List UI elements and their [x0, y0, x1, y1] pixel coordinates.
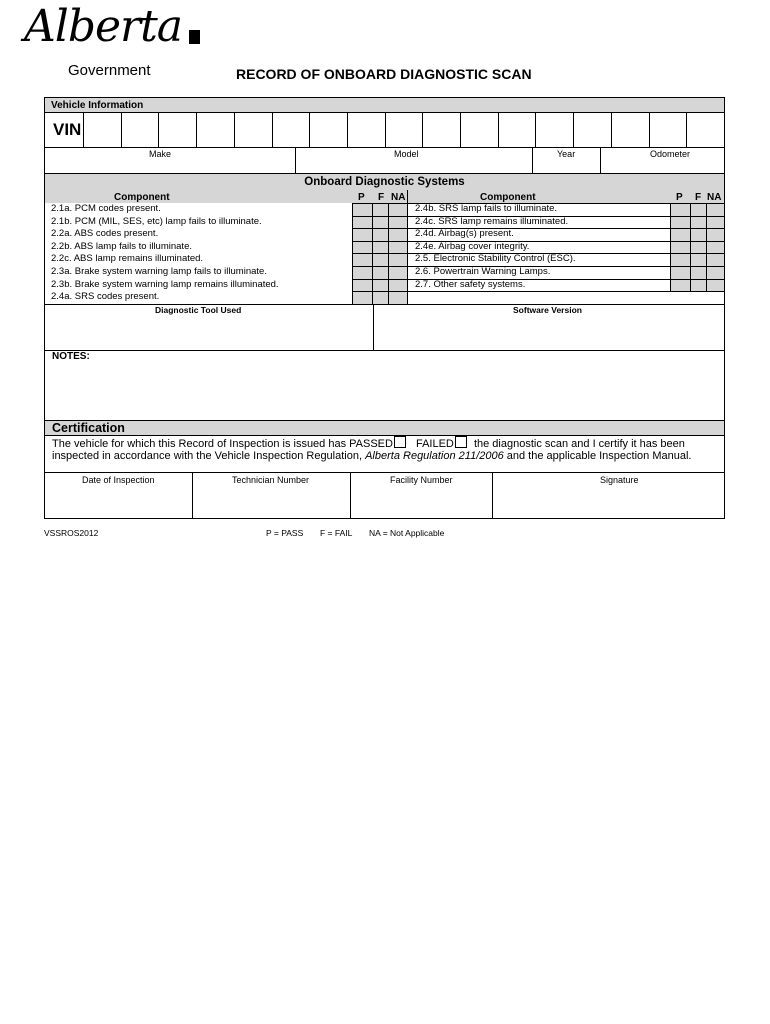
- right-na-checkbox[interactable]: [706, 253, 724, 266]
- model-field[interactable]: [299, 156, 529, 170]
- right-fail-checkbox[interactable]: [690, 253, 706, 266]
- right-na-checkbox[interactable]: [706, 279, 724, 292]
- left-fail-checkbox[interactable]: [372, 291, 388, 304]
- obd-item-left: 2.1b. PCM (MIL, SES, etc) lamp fails to illuminate.: [51, 215, 262, 227]
- left-na-checkbox[interactable]: [388, 241, 407, 254]
- left-pass-checkbox[interactable]: [352, 279, 372, 292]
- component-header-right: Component: [480, 192, 536, 203]
- vin-character-cell[interactable]: [686, 113, 724, 147]
- left-pass-checkbox[interactable]: [352, 203, 372, 216]
- form-code: VSSROS2012: [44, 528, 99, 538]
- grid-line: [407, 253, 724, 254]
- grid-line: [352, 203, 407, 204]
- obd-item-right: 2.4d. Airbag(s) present.: [415, 228, 514, 240]
- cert-text-line1-end: the diagnostic scan and I certify it has been: [473, 438, 685, 450]
- cert-text-line2-start: inspected in accordance with the Vehicle Inspection Regulation,: [52, 450, 366, 462]
- grid-line: [407, 291, 724, 292]
- logo-subtitle: Government: [68, 62, 151, 79]
- vin-character-cell[interactable]: [535, 113, 573, 147]
- obd-item-right: 2.4e. Airbag cover integrity.: [415, 240, 530, 252]
- notes-label: NOTES:: [52, 351, 90, 362]
- right-pass-checkbox[interactable]: [670, 241, 690, 254]
- vin-character-cell[interactable]: [121, 113, 159, 147]
- obd-item-left: 2.3b. Brake system warning lamp remains illuminated.: [51, 278, 279, 290]
- right-pass-checkbox[interactable]: [670, 203, 690, 216]
- left-na-checkbox[interactable]: [388, 253, 407, 266]
- grid-line: [352, 241, 407, 242]
- left-na-checkbox[interactable]: [388, 291, 407, 304]
- f-header-left: F: [378, 192, 385, 203]
- grid-line: [352, 253, 407, 254]
- cert-text-passed: The vehicle for which this Record of Inspection is issued has PASSED: [52, 438, 393, 450]
- right-pass-checkbox[interactable]: [670, 228, 690, 241]
- technician-number-field[interactable]: [196, 488, 347, 514]
- diagnostic-tool-label: Diagnostic Tool Used: [155, 305, 242, 315]
- software-version-field[interactable]: [377, 316, 720, 346]
- left-fail-checkbox[interactable]: [372, 203, 388, 216]
- obd-item-right: 2.4c. SRS lamp remains illuminated.: [415, 215, 569, 227]
- vin-character-cell[interactable]: [309, 113, 347, 147]
- grid-line: [352, 266, 407, 267]
- model-label: Model: [394, 149, 419, 159]
- left-pass-checkbox[interactable]: [352, 228, 372, 241]
- facility-number-field[interactable]: [354, 488, 489, 514]
- obd-item-right: 2.6. Powertrain Warning Lamps.: [415, 266, 551, 277]
- vin-character-cell[interactable]: [385, 113, 423, 147]
- legend-not-applicable: NA = Not Applicable: [369, 528, 445, 538]
- right-na-checkbox[interactable]: [706, 241, 724, 254]
- obd-item-right: 2.4b. SRS lamp fails to illuminate.: [415, 203, 558, 214]
- grid-line: [407, 228, 724, 229]
- make-label: Make: [149, 149, 172, 159]
- obd-item-left: 2.2a. ABS codes present.: [51, 228, 159, 240]
- vin-character-cell[interactable]: [611, 113, 649, 147]
- right-fail-checkbox[interactable]: [690, 266, 706, 279]
- left-fail-checkbox[interactable]: [372, 241, 388, 254]
- left-fail-checkbox[interactable]: [372, 266, 388, 279]
- left-fail-checkbox[interactable]: [372, 228, 388, 241]
- grid-line: [352, 279, 407, 280]
- passed-checkbox[interactable]: [394, 436, 406, 448]
- legend-pass: P = PASS: [266, 528, 304, 538]
- certification-statement-line2: [52, 450, 691, 462]
- right-na-checkbox[interactable]: [706, 203, 724, 216]
- date-of-inspection-field[interactable]: [49, 488, 189, 514]
- left-pass-checkbox[interactable]: [352, 291, 372, 304]
- vin-character-cell[interactable]: [573, 113, 611, 147]
- f-header-right: F: [695, 192, 702, 203]
- right-fail-checkbox[interactable]: [690, 228, 706, 241]
- right-na-checkbox[interactable]: [706, 228, 724, 241]
- make-field[interactable]: [55, 156, 291, 170]
- date-of-inspection-label: Date of Inspection: [82, 475, 155, 485]
- right-fail-checkbox[interactable]: [690, 216, 706, 229]
- column-divider: [407, 190, 408, 304]
- regulation-reference: Alberta Regulation 211/2006: [365, 450, 504, 462]
- certification-statement-line1: [52, 436, 685, 450]
- obd-section-title: Onboard Diagnostic Systems: [304, 176, 465, 188]
- left-fail-checkbox[interactable]: [372, 216, 388, 229]
- diagnostic-tool-field[interactable]: [49, 316, 369, 346]
- right-fail-checkbox[interactable]: [690, 279, 706, 292]
- obd-item-right: 2.7. Other safety systems.: [415, 278, 526, 290]
- inspection-form: [44, 97, 725, 519]
- vin-character-cell[interactable]: [196, 113, 234, 147]
- obd-item-left: 2.2b. ABS lamp fails to illuminate.: [51, 240, 192, 252]
- obd-item-right: 2.5. Electronic Stability Control (ESC).: [415, 253, 576, 265]
- cert-text-line2-end: and the applicable Inspection Manual.: [503, 450, 692, 462]
- left-na-checkbox[interactable]: [388, 216, 407, 229]
- obd-item-left: 2.1a. PCM codes present.: [51, 203, 161, 214]
- technician-number-label: Technician Number: [232, 475, 310, 485]
- left-pass-checkbox[interactable]: [352, 241, 372, 254]
- year-field[interactable]: [536, 156, 597, 170]
- facility-number-label: Facility Number: [390, 475, 453, 485]
- left-pass-checkbox[interactable]: [352, 266, 372, 279]
- na-header-right: NA: [707, 192, 722, 203]
- vin-character-cell[interactable]: [83, 113, 121, 147]
- left-pass-checkbox[interactable]: [352, 253, 372, 266]
- vin-character-cell[interactable]: [422, 113, 460, 147]
- left-na-checkbox[interactable]: [388, 279, 407, 292]
- vin-label: VIN: [53, 120, 82, 139]
- grid-line: [352, 216, 407, 217]
- legend-fail: F = FAIL: [320, 528, 353, 538]
- page-title: RECORD OF ONBOARD DIAGNOSTIC SCAN: [236, 66, 532, 82]
- vehicle-information-header: Vehicle Information: [45, 98, 724, 112]
- notes-field[interactable]: [49, 364, 720, 418]
- grid-line: [407, 279, 724, 280]
- software-version-label: Software Version: [513, 305, 582, 315]
- right-fail-checkbox[interactable]: [690, 203, 706, 216]
- vin-character-cell[interactable]: [347, 113, 385, 147]
- right-pass-checkbox[interactable]: [670, 253, 690, 266]
- odometer-label: Odometer: [650, 149, 691, 159]
- grid-line: [407, 266, 724, 267]
- certification-header: Certification: [45, 421, 724, 435]
- vin-character-cell[interactable]: [272, 113, 310, 147]
- right-pass-checkbox[interactable]: [670, 216, 690, 229]
- left-na-checkbox[interactable]: [388, 266, 407, 279]
- right-fail-checkbox[interactable]: [690, 241, 706, 254]
- logo-square-mark: [189, 30, 200, 44]
- vin-character-cell[interactable]: [158, 113, 196, 147]
- grid-line: [407, 216, 724, 217]
- left-fail-checkbox[interactable]: [372, 279, 388, 292]
- alberta-government-logo: [24, 1, 204, 80]
- grid-line: [407, 241, 724, 242]
- na-header-left: NA: [391, 192, 406, 203]
- vin-character-cell[interactable]: [498, 113, 536, 147]
- grid-line: [352, 228, 407, 229]
- left-pass-checkbox[interactable]: [352, 216, 372, 229]
- failed-checkbox[interactable]: [455, 436, 467, 448]
- cert-text-failed: FAILED: [415, 438, 454, 450]
- vin-character-cell[interactable]: [234, 113, 272, 147]
- right-pass-checkbox[interactable]: [670, 266, 690, 279]
- right-na-checkbox[interactable]: [706, 216, 724, 229]
- obd-item-left: 2.2c. ABS lamp remains illuminated.: [51, 253, 204, 265]
- right-na-checkbox[interactable]: [706, 266, 724, 279]
- vin-character-cell[interactable]: [460, 113, 498, 147]
- obd-item-left: 2.3a. Brake system warning lamp fails to illuminate.: [51, 266, 267, 277]
- signature-field[interactable]: [496, 488, 720, 514]
- vin-character-cell[interactable]: [649, 113, 687, 147]
- left-fail-checkbox[interactable]: [372, 253, 388, 266]
- component-header-left: Component: [114, 192, 170, 203]
- logo-wordmark: Alberta: [24, 1, 182, 52]
- signature-label: Signature: [600, 475, 639, 485]
- left-na-checkbox[interactable]: [388, 203, 407, 216]
- year-label: Year: [557, 149, 576, 159]
- obd-item-left: 2.4a. SRS codes present.: [51, 291, 160, 303]
- right-pass-checkbox[interactable]: [670, 279, 690, 292]
- grid-line: [352, 291, 407, 292]
- left-na-checkbox[interactable]: [388, 228, 407, 241]
- p-header-right: P: [676, 192, 683, 203]
- p-header-left: P: [358, 192, 365, 203]
- grid-line: [45, 304, 724, 305]
- odometer-field[interactable]: [604, 156, 720, 170]
- grid-line: [407, 203, 724, 204]
